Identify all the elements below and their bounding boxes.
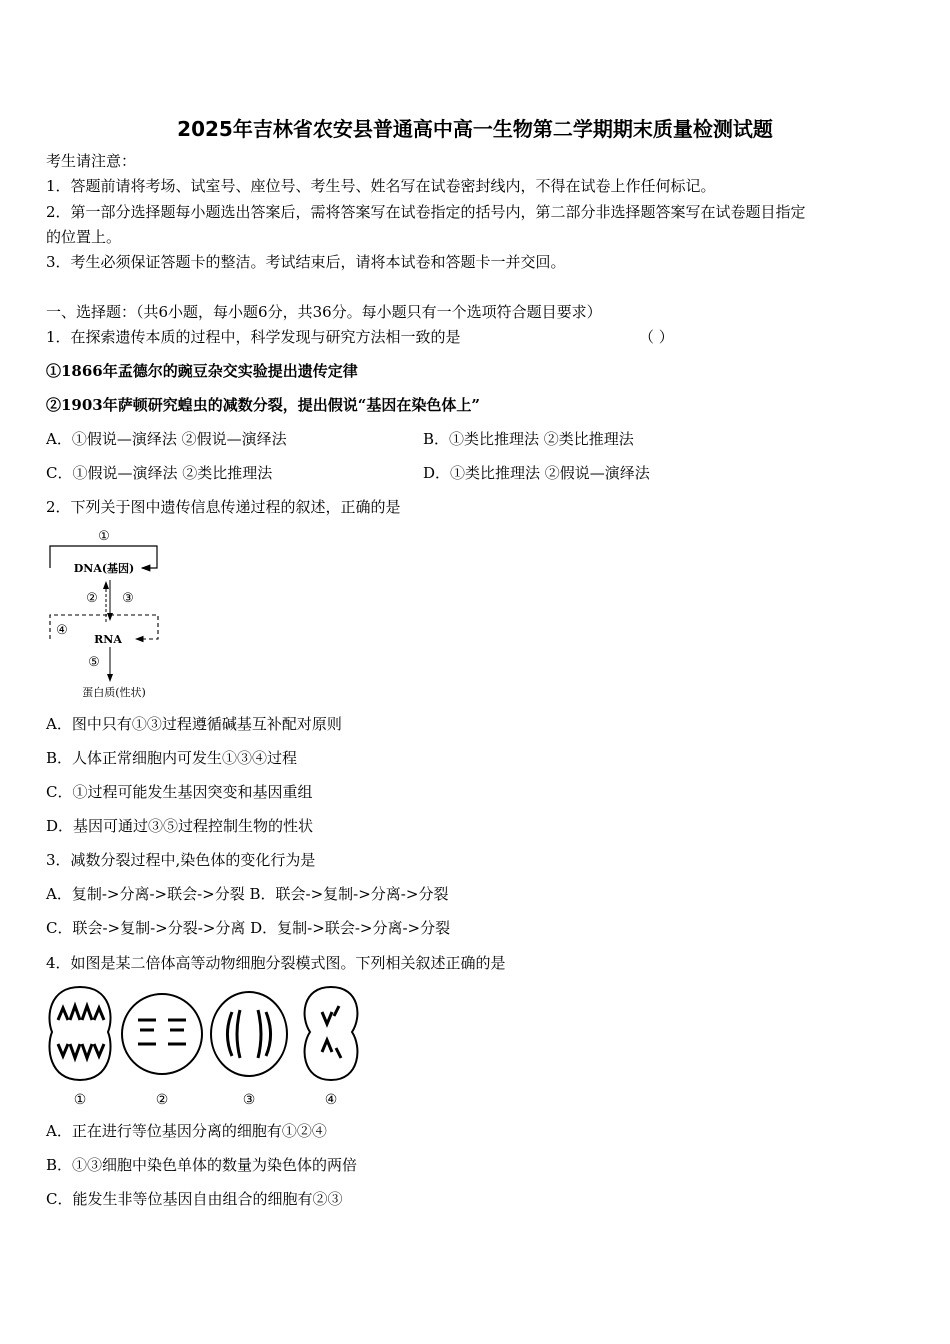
q1-statement: ②1903年萨顿研究蝗虫的减数分裂，提出假说“基因在染色体上” (46, 396, 481, 414)
gene-flow-diagram (44, 526, 174, 702)
label-3: ③ (122, 591, 134, 606)
q1-options-ab (46, 429, 906, 449)
page-title: 2025年吉林省农安县普通高中高一生物第二学期期末质量检测试题 (177, 117, 773, 141)
cell-label: ① (73, 1092, 87, 1108)
q1-stem (46, 327, 906, 347)
q2-stem: 2．下列关于图中遗传信息传递过程的叙述，正确的是 (46, 498, 401, 516)
q2-option-a (46, 714, 342, 734)
q1-statement: ①1866年孟德尔的豌豆杂交实验提出遗传定律 (46, 362, 358, 380)
option-a: A．①假说—演绎法 ②假说—演绎法 (46, 430, 287, 448)
option-text: A．图中只有①③过程遵循碱基互补配对原则 (46, 715, 342, 733)
q2-option-b: B．人体正常细胞内可发生①③④过程 (46, 749, 298, 767)
cell-1 (49, 987, 110, 1080)
cell-4 (305, 987, 358, 1080)
notice-item: 2．第一部分选择题每小题选出答案后，需将答案写在试卷指定的括号内，第二部分非选择题答案写在试卷题目指定 (46, 203, 806, 221)
cell-label: ③ (242, 1092, 256, 1108)
q4-option-b: B．①③细胞中染色单体的数量为染色体的两倍 (46, 1156, 358, 1174)
cell-label: ② (155, 1092, 169, 1108)
cell-2 (122, 994, 202, 1074)
label-4: ④ (56, 623, 68, 638)
q4-option-a: A．正在进行等位基因分离的细胞有①②④ (46, 1122, 327, 1140)
notice-item: 1．答题前请将考场、试室号、座位号、考生号、姓名写在试卷密封线内，不得在试卷上作任何标记。 (46, 177, 716, 195)
cell-division-figure (44, 982, 374, 1110)
notice-item: 3．考生必须保证答题卡的整洁。考试结束后，请将本试卷和答题卡一并交回。 (46, 253, 566, 271)
q1-stem-text: 1．在探索遗传本质的过程中，科学发现与研究方法相一致的是 (46, 328, 461, 346)
q3-options-cd: C．联会->复制->分裂->分离 D．复制->联会->分离->分裂 (46, 919, 451, 937)
label-1: ① (98, 529, 110, 544)
q2-option-d: D．基因可通过③⑤过程控制生物的性状 (46, 817, 314, 835)
q4-stem: 4．如图是某二倍体高等动物细胞分裂模式图。下列相关叙述正确的是 (46, 954, 506, 972)
section-heading: 一、选择题：（共6小题，每小题6分，共36分。每小题只有一个选项符合题目要求） (46, 303, 602, 321)
q3-options-ab: A．复制->分离->联会->分裂 B．联会->复制->分离->分裂 (46, 885, 449, 903)
protein-label: 蛋白质(性状) (82, 686, 146, 699)
cell-label: ④ (324, 1092, 338, 1108)
q2-option-c: C．①过程可能发生基因突变和基因重组 (46, 783, 313, 801)
label-5: ⑤ (88, 655, 100, 670)
q4-option-c: C．能发生非等位基因自由组合的细胞有②③ (46, 1190, 343, 1208)
option-d: D．①类比推理法 ②假说—演绎法 (423, 464, 650, 482)
dna-label: DNA(基因) (73, 562, 135, 575)
rna-label: RNA (94, 633, 122, 646)
notice-item: 的位置上。 (46, 228, 122, 246)
option-b: B．①类比推理法 ②类比推理法 (423, 430, 634, 448)
q3-stem: 3．减数分裂过程中,染色体的变化行为是 (46, 851, 316, 869)
label-2: ② (86, 591, 98, 606)
answer-paren: （ ） (639, 328, 674, 346)
q1-options-cd (46, 463, 906, 483)
cell-3 (211, 992, 287, 1076)
notice-heading: 考生请注意： (46, 152, 137, 170)
option-c: C．①假说—演绎法 ②类比推理法 (46, 464, 273, 482)
